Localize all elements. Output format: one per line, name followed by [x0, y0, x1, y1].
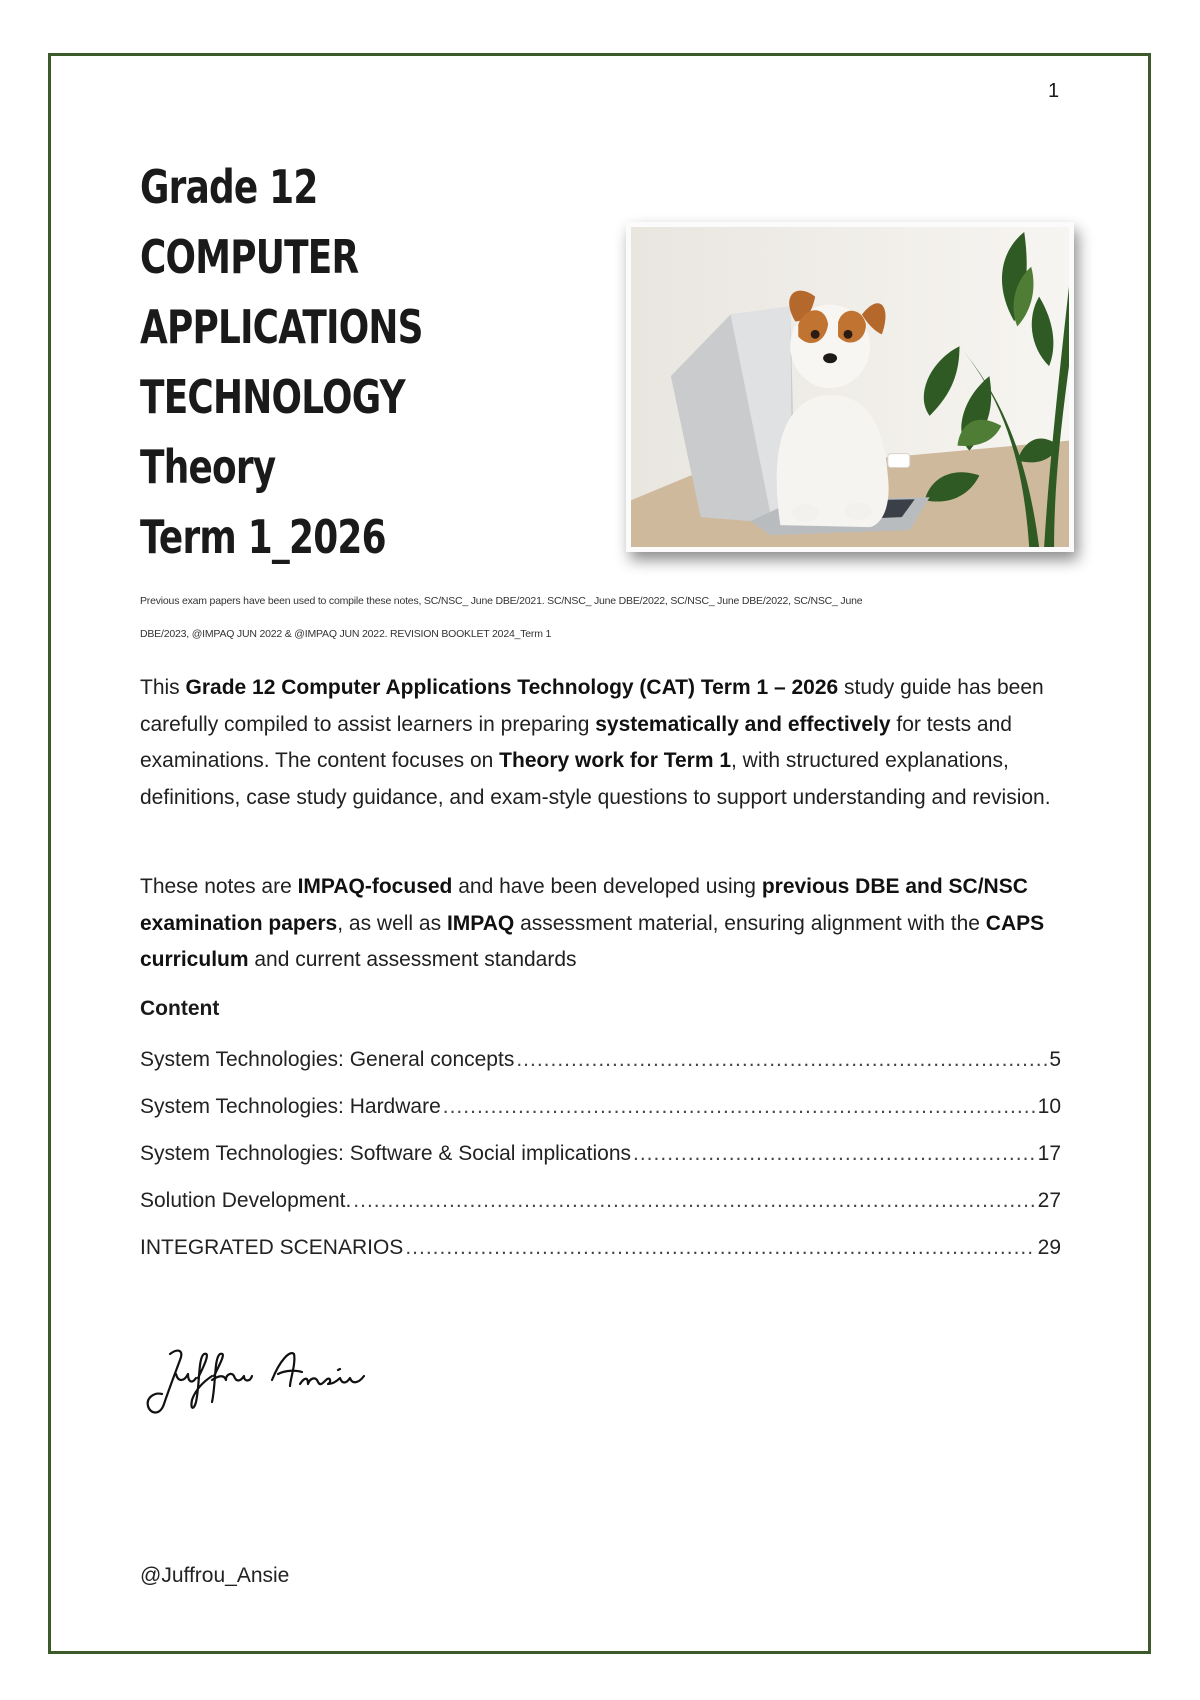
text-run: and have been developed using [452, 875, 762, 898]
intro-paragraph-1 [140, 670, 1065, 816]
signature [140, 1340, 370, 1420]
text-run-bold: CAPS curriculum [140, 911, 1045, 971]
toc-entry-page: 17 [1037, 1142, 1061, 1165]
sources-line: DBE/2023, @IMPAQ JUN 2022 & @IMPAQ JUN 2022. REVISION BOOKLET 2024_Term 1 [140, 628, 552, 640]
title-line: TECHNOLOGY [140, 370, 405, 424]
text-run: and current assessment standards [248, 948, 577, 971]
toc-entry[interactable] [140, 1142, 1061, 1189]
author-handle: @Juffrou_Ansie [140, 1564, 290, 1587]
toc-leader-dots [405, 1236, 1035, 1260]
toc-entry-page: 5 [1049, 1048, 1061, 1071]
toc-entry-label: System Technologies: General concepts [140, 1048, 515, 1071]
toc-leader-dots [443, 1095, 1036, 1119]
toc-entry[interactable] [140, 1048, 1061, 1095]
title-line: COMPUTER [140, 230, 359, 284]
text-run-bold: IMPAQ-focused [297, 875, 453, 898]
toc-entry-label: INTEGRATED SCENARIOS [140, 1236, 404, 1259]
sources-line: Previous exam papers have been used to compile these notes, SC/NSC_ June DBE/2021. SC/NSC_ June DBE/2022, SC/NSC_ June DBE/2022, SC/NSC_ June [140, 595, 863, 607]
toc-entry-page: 27 [1037, 1189, 1061, 1212]
text-run-bold: Theory work for Term 1 [499, 749, 732, 772]
toc-entry[interactable] [140, 1189, 1061, 1236]
toc-entry-label: System Technologies: Hardware [140, 1095, 441, 1118]
title-line: APPLICATIONS [140, 300, 423, 354]
toc-entry-page: 29 [1037, 1236, 1061, 1259]
toc-entry-page: 10 [1037, 1095, 1061, 1118]
text-run: , with structured explanations, definitions, case study guidance, and exam-style questions to support understanding and revision. [140, 749, 1051, 809]
toc-leader-dots [633, 1142, 1036, 1166]
toc-leader-dots [353, 1189, 1035, 1213]
table-of-contents [140, 1048, 1061, 1283]
sources-note [140, 585, 1060, 651]
intro-paragraph-2 [140, 869, 1065, 979]
text-run: These notes are [140, 875, 298, 898]
document-title [140, 152, 423, 572]
text-run-bold: previous DBE and SC/NSC examination papers [140, 875, 1028, 935]
text-run: study guide has been carefully compiled to assist learners in preparing [140, 676, 1044, 736]
text-run: assessment material, ensuring alignment with the [514, 911, 986, 935]
text-run-bold: IMPAQ [446, 911, 515, 935]
dog-with-laptop-photo [626, 222, 1074, 552]
page-number: 1 [1048, 80, 1060, 102]
contents-heading: Content [140, 997, 220, 1020]
signature-text: Juffrou Ansie [140, 1340, 146, 1341]
photo-illustration [631, 227, 1069, 547]
text-run: for tests and examinations. The content focuses on [140, 712, 1012, 772]
text-run: This [140, 676, 186, 699]
title-line: Term 1_2026 [140, 510, 386, 564]
text-run-bold: Grade 12 Computer Applications Technology (CAT) Term 1 – 2026 [185, 676, 839, 699]
toc-entry[interactable] [140, 1095, 1061, 1142]
toc-entry-label: Solution Development. [140, 1189, 352, 1212]
toc-leader-dots [516, 1048, 1047, 1072]
title-line: Theory [140, 440, 276, 494]
text-run: , as well as [337, 911, 447, 935]
toc-entry-label: System Technologies: Software & Social implications [140, 1142, 632, 1165]
text-run-bold: systematically and effectively [595, 712, 891, 736]
toc-entry[interactable] [140, 1236, 1061, 1283]
title-line: Grade 12 [140, 160, 318, 214]
